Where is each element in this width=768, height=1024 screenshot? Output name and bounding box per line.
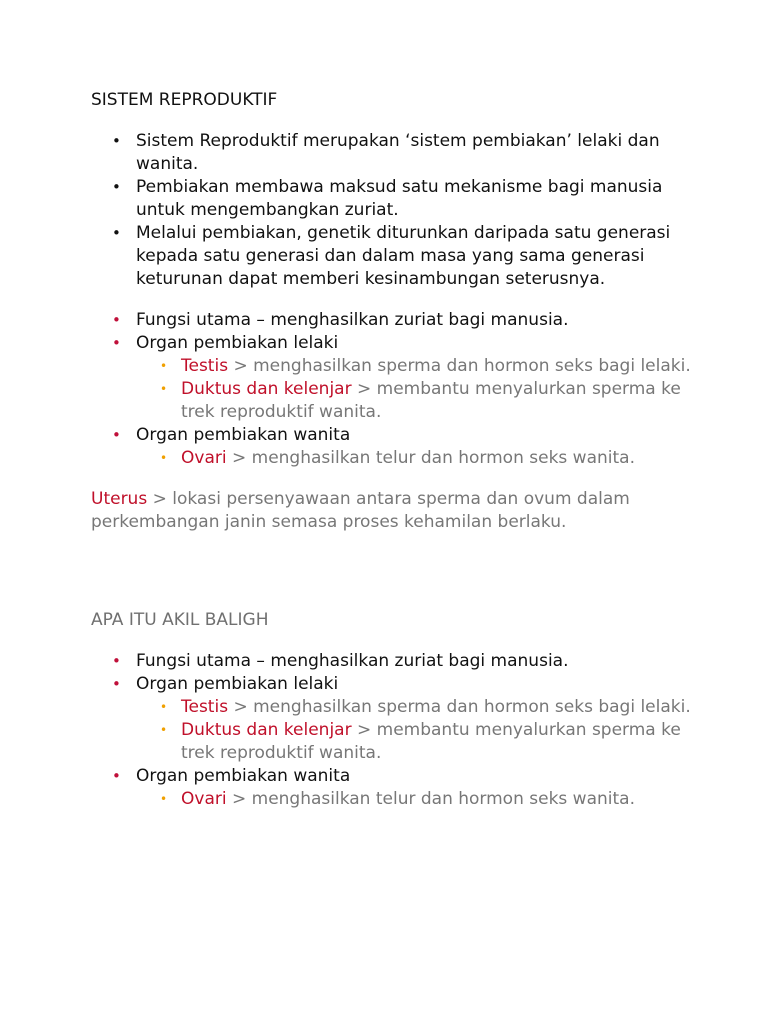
intro-bullet-3: • Melalui pembiakan, genetik diturunkan daripada satu generasi kepada satu generasi dan dalam masa yang sama generasi keturunan dapat memberi kesinambungan seterusnya. [91, 222, 691, 291]
function-main-text: Fungsi utama – menghasilkan zuriat bagi manusia. [136, 651, 569, 671]
ovary-term: Ovari [181, 789, 227, 809]
duct-term: Duktus dan kelenjar [181, 379, 352, 399]
testis-item-1 [136, 355, 691, 378]
male-organ-label: Organ pembiakan lelaki [136, 333, 339, 353]
ovary-item-1 [136, 447, 691, 470]
function-main-text: Fungsi utama – menghasilkan zuriat bagi manusia. [136, 310, 569, 330]
duct-desc: > membantu menyalurkan sperma ke trek reproduktif wanita. [181, 720, 681, 763]
male-organ-sublist [136, 355, 691, 424]
female-organ-item-1 [91, 424, 691, 470]
function-main-1 [91, 309, 691, 332]
section-title-akil-baligh: APA ITU AKIL BALIGH [91, 610, 269, 630]
male-organ-item-2 [91, 673, 691, 765]
male-organ-label: Organ pembiakan lelaki [136, 674, 339, 694]
female-organ-sublist [136, 788, 691, 811]
ovary-desc: > menghasilkan telur dan hormon seks wanita. [226, 448, 635, 468]
female-organ-sublist [136, 447, 691, 470]
male-organ-sublist [136, 696, 691, 765]
ovary-desc: > menghasilkan telur dan hormon seks wanita. [226, 789, 635, 809]
intro-bullet-2: • Pembiakan membawa maksud satu mekanisme bagi manusia untuk mengembangkan zuriat. [91, 176, 691, 222]
uterus-desc: > lokasi persenyawaan antara sperma dan ovum dalam perkembangan janin semasa proses kehamilan berlaku. [91, 489, 630, 532]
section-spacer [91, 551, 691, 608]
duct-item-2 [136, 719, 691, 765]
female-organ-label: Organ pembiakan wanita [136, 766, 351, 786]
female-organ-label: Organ pembiakan wanita [136, 425, 351, 445]
testis-term: Testis [181, 697, 229, 717]
function-main-2 [91, 650, 691, 673]
duct-desc: > membantu menyalurkan sperma ke trek reproduktif wanita. [181, 379, 681, 422]
uterus-paragraph [91, 488, 661, 534]
female-organ-item-2 [91, 765, 691, 811]
testis-desc: > menghasilkan sperma dan hormon seks bagi lelaki. [228, 697, 691, 717]
ovary-item-2 [136, 788, 691, 811]
male-organ-item-1 [91, 332, 691, 424]
document-page [91, 88, 691, 811]
testis-term: Testis [181, 356, 229, 376]
testis-item-2 [136, 696, 691, 719]
intro-bullet-1: • Sistem Reproduktif merupakan ‘sistem pembiakan’ lelaki dan wanita. [91, 130, 691, 176]
ovary-term: Ovari [181, 448, 227, 468]
function-list-2 [91, 650, 691, 811]
section-title-sistem-reproduktif: SISTEM REPRODUKTIF [91, 90, 278, 110]
duct-term: Duktus dan kelenjar [181, 720, 352, 740]
duct-item-1 [136, 378, 691, 424]
testis-desc: > menghasilkan sperma dan hormon seks bagi lelaki. [228, 356, 691, 376]
function-list-1 [91, 309, 691, 470]
intro-bullet-list [91, 130, 691, 291]
uterus-term: Uterus [91, 489, 148, 509]
